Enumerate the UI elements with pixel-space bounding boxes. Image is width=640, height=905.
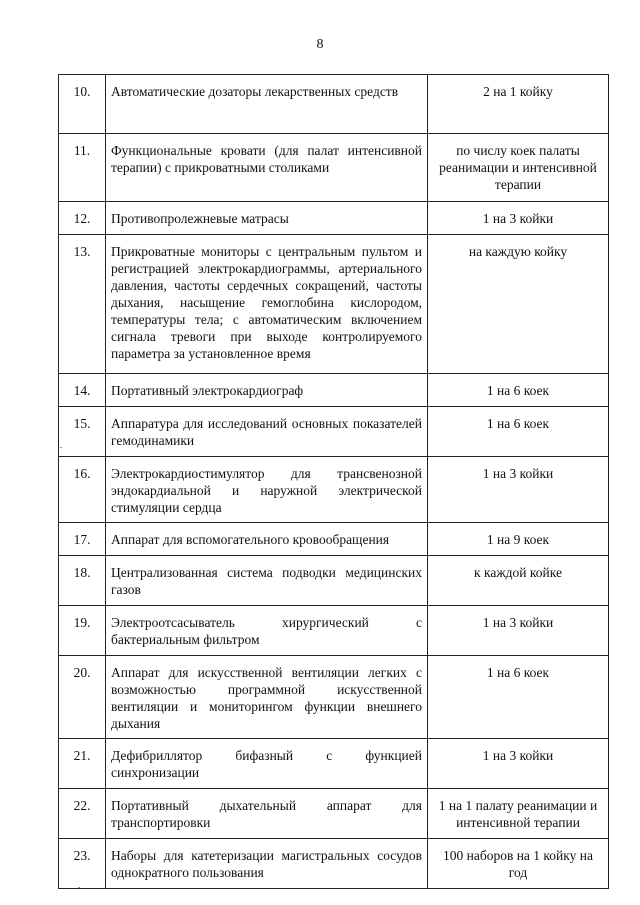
equipment-quantity: 1 на 3 койки — [428, 606, 609, 656]
table-row — [59, 523, 609, 556]
equipment-quantity: 1 на 3 койки — [428, 202, 609, 235]
equipment-quantity: к каждой койке — [428, 556, 609, 606]
equipment-quantity: по числу коек палаты реанимации и интенсивной терапии — [428, 134, 609, 202]
equipment-quantity: 1 на 3 койки — [428, 739, 609, 789]
equipment-name: Аппаратура для исследований основных показателей гемодинамики — [106, 407, 428, 457]
equipment-quantity: 1 на 3 койки — [428, 457, 609, 523]
equipment-name: Электрокардиостимулятор для трансвенозной эндокардиальной и наружной электрической стимуляции сердца — [106, 457, 428, 523]
equipment-quantity: 1 на 9 коек — [428, 523, 609, 556]
table-row — [59, 656, 609, 739]
equipment-name: Прикроватные мониторы с центральным пультом и регистрацией электрокардиограммы, артериального давления, частоты сердечных сокращений, частоты дыхания, насыщение гемоглобина кислородом, температуры тела; с автоматическим включением сигнала тревоги при выходе контролируемого параметра за установленное время — [106, 235, 428, 374]
table-row — [59, 606, 609, 656]
page-number: 8 — [316, 37, 324, 52]
equipment-name: Портативный дыхательный аппарат для транспортировки — [106, 789, 428, 839]
equipment-quantity: 1 на 6 коек — [428, 656, 609, 739]
equipment-quantity: 100 наборов на 1 койку на год — [428, 839, 609, 889]
equipment-name: Наборы для катетеризации магистральных сосудов однократного пользования — [106, 839, 428, 889]
equipment-table — [58, 74, 609, 889]
row-number: 22. — [59, 789, 106, 839]
equipment-quantity: 1 на 6 коек — [428, 407, 609, 457]
row-number: 17. — [59, 523, 106, 556]
equipment-name: Автоматические дозаторы лекарственных средств — [106, 75, 428, 134]
table-row — [59, 407, 609, 457]
equipment-quantity: 1 на 6 коек — [428, 374, 609, 407]
equipment-name: Аппарат для искусственной вентиляции легких с возможностью программной искусственной вентиляции и мониторингом функции внешнего дыхания — [106, 656, 428, 739]
row-number: 14. — [59, 374, 106, 407]
equipment-name: Дефибриллятор бифазный с функцией синхронизации — [106, 739, 428, 789]
table-row — [59, 789, 609, 839]
equipment-quantity: 2 на 1 койку — [428, 75, 609, 134]
row-number: 23. — [59, 839, 106, 889]
row-number: 15. — [59, 407, 106, 457]
table-row — [59, 235, 609, 374]
row-number: 18. — [59, 556, 106, 606]
equipment-name: Электроотсасыватель хирургический с бактериальным фильтром — [106, 606, 428, 656]
equipment-quantity: 1 на 1 палату реанимации и интенсивной терапии — [428, 789, 609, 839]
equipment-name: Аппарат для вспомогательного кровообращения — [106, 523, 428, 556]
table-row — [59, 739, 609, 789]
equipment-name: Портативный электрокардиограф — [106, 374, 428, 407]
row-number: 21. — [59, 739, 106, 789]
row-number: 11. — [59, 134, 106, 202]
equipment-name: Функциональные кровати (для палат интенсивной терапии) с прикроватными столиками — [106, 134, 428, 202]
equipment-quantity: на каждую койку — [428, 235, 609, 374]
row-number: 16. — [59, 457, 106, 523]
table-row — [59, 134, 609, 202]
row-number: 12. — [59, 202, 106, 235]
row-number: 19. — [59, 606, 106, 656]
table-row — [59, 457, 609, 523]
table-row — [59, 374, 609, 407]
table-row — [59, 202, 609, 235]
table-row — [59, 75, 609, 134]
table-row — [59, 556, 609, 606]
table-row — [59, 839, 609, 889]
row-number: 10. — [59, 75, 106, 134]
row-number: 13. — [59, 235, 106, 374]
equipment-name: Противопролежневые матрасы — [106, 202, 428, 235]
scan-speck — [78, 887, 80, 888]
row-number: 20. — [59, 656, 106, 739]
equipment-name: Централизованная система подводки медицинских газов — [106, 556, 428, 606]
scan-speck — [60, 447, 62, 448]
